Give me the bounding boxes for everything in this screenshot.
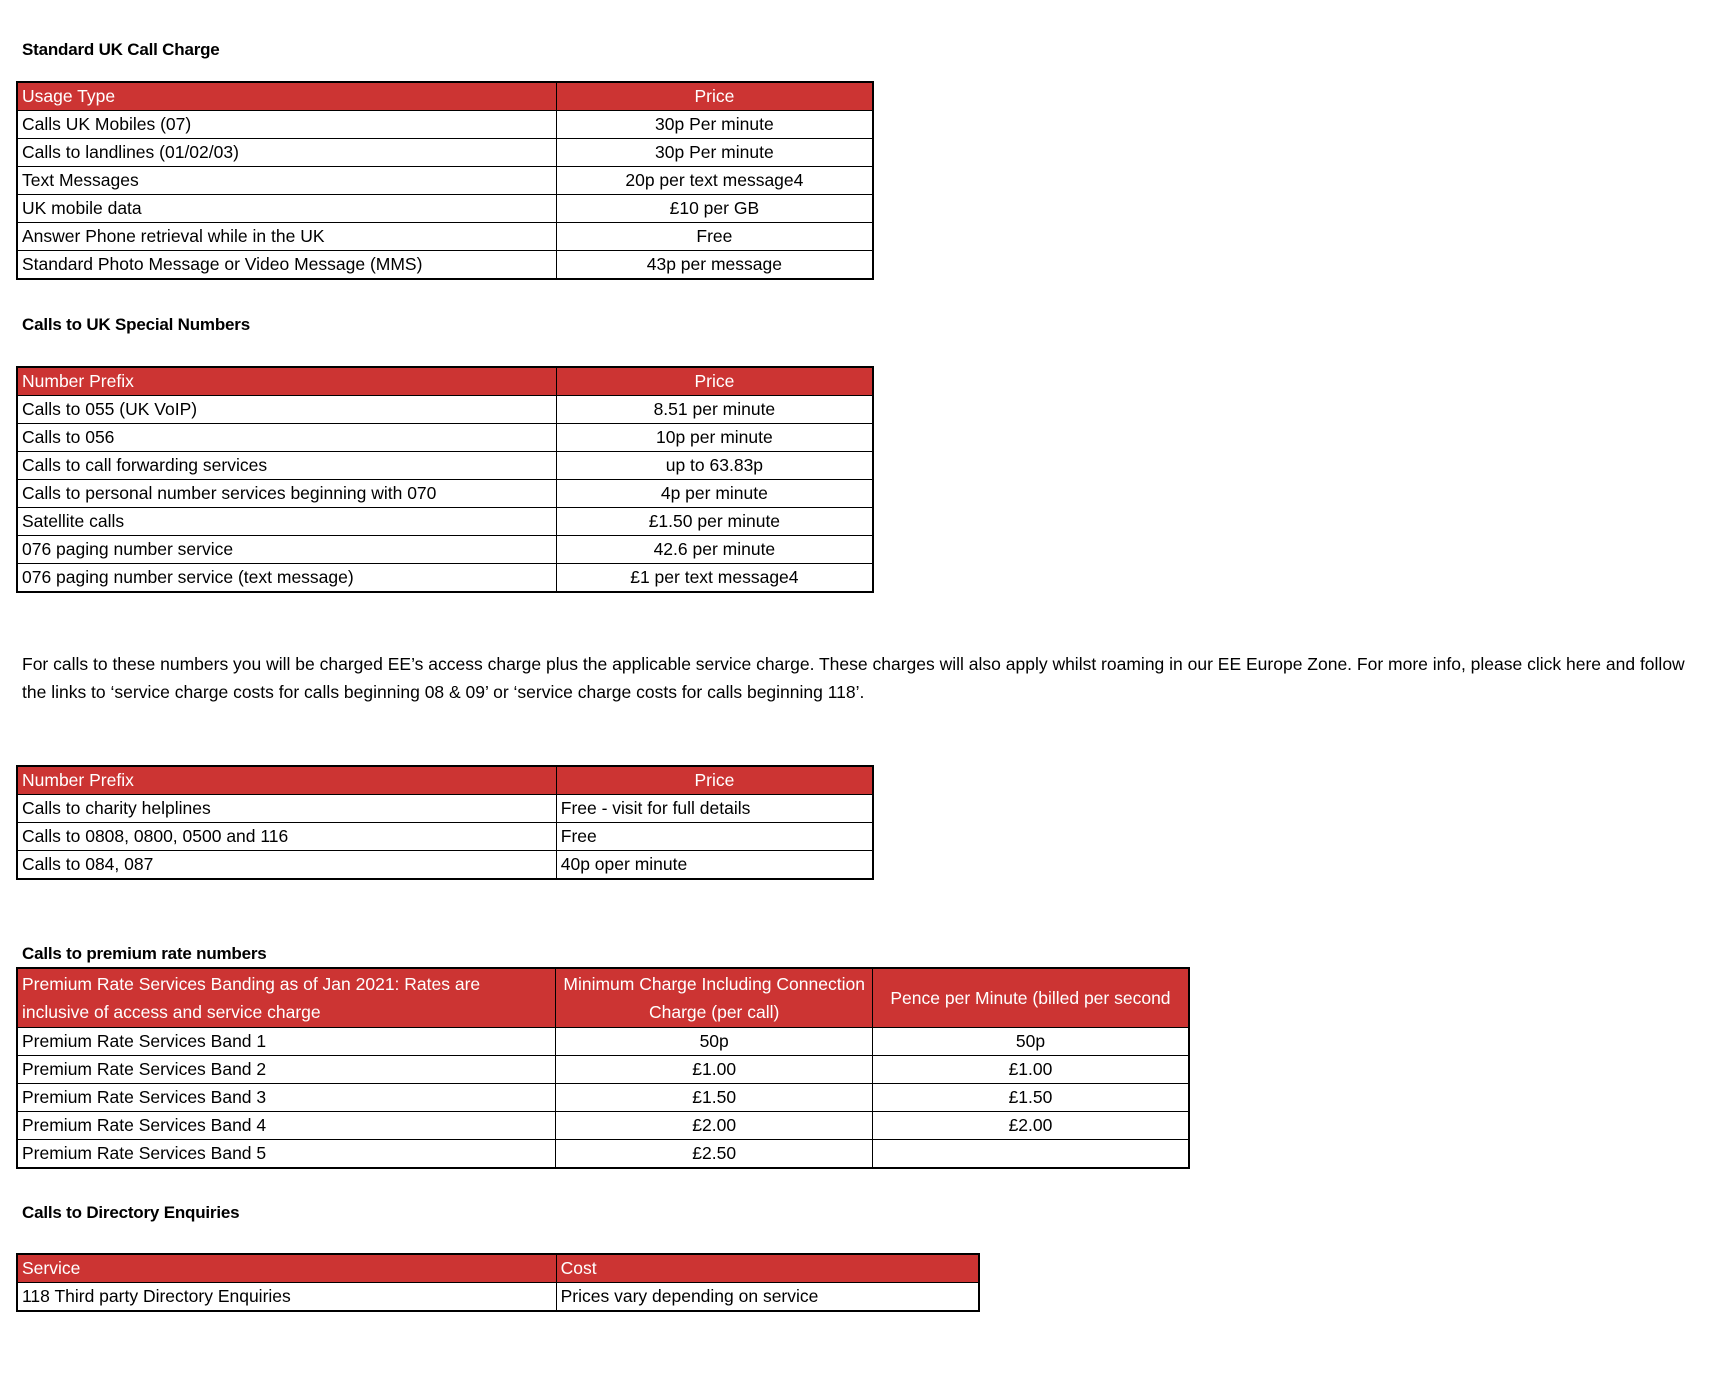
table-cell: £1 per text message4 <box>556 564 873 593</box>
table-cell: Calls to 055 (UK VoIP) <box>17 396 556 424</box>
table-row <box>17 564 873 593</box>
special-numbers-table <box>16 366 874 593</box>
table-row <box>17 795 873 823</box>
column-header: Minimum Charge Including Connection Charge (per call) <box>556 968 873 1028</box>
table-cell: 8.51 per minute <box>556 396 873 424</box>
table-cell: Premium Rate Services Band 5 <box>17 1140 556 1169</box>
table-cell: Prices vary depending on service <box>556 1283 979 1312</box>
table-cell: £1.50 per minute <box>556 508 873 536</box>
table-cell: 20p per text message4 <box>556 167 873 195</box>
table-header-row <box>17 82 873 111</box>
table-row <box>17 396 873 424</box>
table-cell: Free <box>556 223 873 251</box>
table-row <box>17 452 873 480</box>
table-row <box>17 1112 1189 1140</box>
table-row <box>17 139 873 167</box>
table-cell: Free - visit for full details <box>556 795 873 823</box>
column-header: Price <box>556 766 873 795</box>
table-header-row <box>17 1254 979 1283</box>
table-cell: Calls to 056 <box>17 424 556 452</box>
table-cell: £1.00 <box>556 1056 873 1084</box>
column-header: Price <box>556 367 873 396</box>
table-row <box>17 1056 1189 1084</box>
table-row <box>17 1283 979 1312</box>
table-cell: £1.50 <box>556 1084 873 1112</box>
table-cell: Calls to 084, 087 <box>17 851 556 880</box>
table-cell: £1.50 <box>872 1084 1189 1112</box>
table-cell: Calls to call forwarding services <box>17 452 556 480</box>
table-cell: Calls UK Mobiles (07) <box>17 111 556 139</box>
table-cell: UK mobile data <box>17 195 556 223</box>
column-header: Usage Type <box>17 82 556 111</box>
table-cell: Calls to 0808, 0800, 0500 and 116 <box>17 823 556 851</box>
table-cell: 30p Per minute <box>556 111 873 139</box>
table-row <box>17 508 873 536</box>
table-cell <box>872 1140 1189 1169</box>
table-cell: 50p <box>556 1028 873 1056</box>
table-cell: Premium Rate Services Band 3 <box>17 1084 556 1112</box>
section-title-standard: Standard UK Call Charge <box>22 40 220 59</box>
table-row <box>17 1084 1189 1112</box>
table-cell: 076 paging number service <box>17 536 556 564</box>
table-cell: 076 paging number service (text message) <box>17 564 556 593</box>
section-title-premium: Calls to premium rate numbers <box>22 944 267 963</box>
table-row <box>17 111 873 139</box>
table-row <box>17 536 873 564</box>
table-row <box>17 195 873 223</box>
table-cell: 4p per minute <box>556 480 873 508</box>
standard-charges-table <box>16 81 874 280</box>
table-cell: Calls to landlines (01/02/03) <box>17 139 556 167</box>
column-header: Service <box>17 1254 556 1283</box>
table-cell: 50p <box>872 1028 1189 1056</box>
table-cell: 30p Per minute <box>556 139 873 167</box>
table-row <box>17 1140 1189 1169</box>
table-row <box>17 851 873 880</box>
table-cell: £2.00 <box>872 1112 1189 1140</box>
section-title-special: Calls to UK Special Numbers <box>22 315 250 334</box>
table-header-row <box>17 367 873 396</box>
service-charge-note: For calls to these numbers you will be charged EE’s access charge plus the applicable service charge. These charges will also apply whilst roaming in our EE Europe Zone. For more info, please click here and follow the links to ‘service charge costs for calls beginning 08 & 09’ or ‘service charge costs for calls beginning 118’. <box>22 654 1685 702</box>
table-cell: Premium Rate Services Band 1 <box>17 1028 556 1056</box>
table-cell: Premium Rate Services Band 2 <box>17 1056 556 1084</box>
table-cell: £1.00 <box>872 1056 1189 1084</box>
table-row <box>17 223 873 251</box>
column-header: Cost <box>556 1254 979 1283</box>
table-cell: Premium Rate Services Band 4 <box>17 1112 556 1140</box>
table-row <box>17 424 873 452</box>
table-header-row <box>17 766 873 795</box>
directory-enquiries-table <box>16 1253 980 1312</box>
table-cell: 10p per minute <box>556 424 873 452</box>
table-cell: Standard Photo Message or Video Message (MMS) <box>17 251 556 280</box>
table-cell: 42.6 per minute <box>556 536 873 564</box>
table-cell: Free <box>556 823 873 851</box>
column-header: Pence per Minute (billed per second <box>872 968 1189 1028</box>
table-cell: Satellite calls <box>17 508 556 536</box>
table-header-row <box>17 968 1189 1028</box>
premium-rate-table <box>16 967 1190 1169</box>
column-header: Number Prefix <box>17 367 556 396</box>
table-cell: £2.50 <box>556 1140 873 1169</box>
column-header: Number Prefix <box>17 766 556 795</box>
table-cell: Text Messages <box>17 167 556 195</box>
table-cell: Calls to personal number services beginning with 070 <box>17 480 556 508</box>
table-row <box>17 1028 1189 1056</box>
table-row <box>17 167 873 195</box>
table-cell: Calls to charity helplines <box>17 795 556 823</box>
table-cell: up to 63.83p <box>556 452 873 480</box>
table-cell: Answer Phone retrieval while in the UK <box>17 223 556 251</box>
section-title-directory: Calls to Directory Enquiries <box>22 1203 240 1222</box>
table-row <box>17 480 873 508</box>
column-header: Premium Rate Services Banding as of Jan 2021: Rates are inclusive of access and service charge <box>17 968 556 1028</box>
table-cell: £10 per GB <box>556 195 873 223</box>
table-row <box>17 823 873 851</box>
table-cell: 118 Third party Directory Enquiries <box>17 1283 556 1312</box>
table-cell: 43p per message <box>556 251 873 280</box>
table-cell: £2.00 <box>556 1112 873 1140</box>
column-header: Price <box>556 82 873 111</box>
service-numbers-table <box>16 765 874 880</box>
table-row <box>17 251 873 280</box>
table-cell: 40p oper minute <box>556 851 873 880</box>
